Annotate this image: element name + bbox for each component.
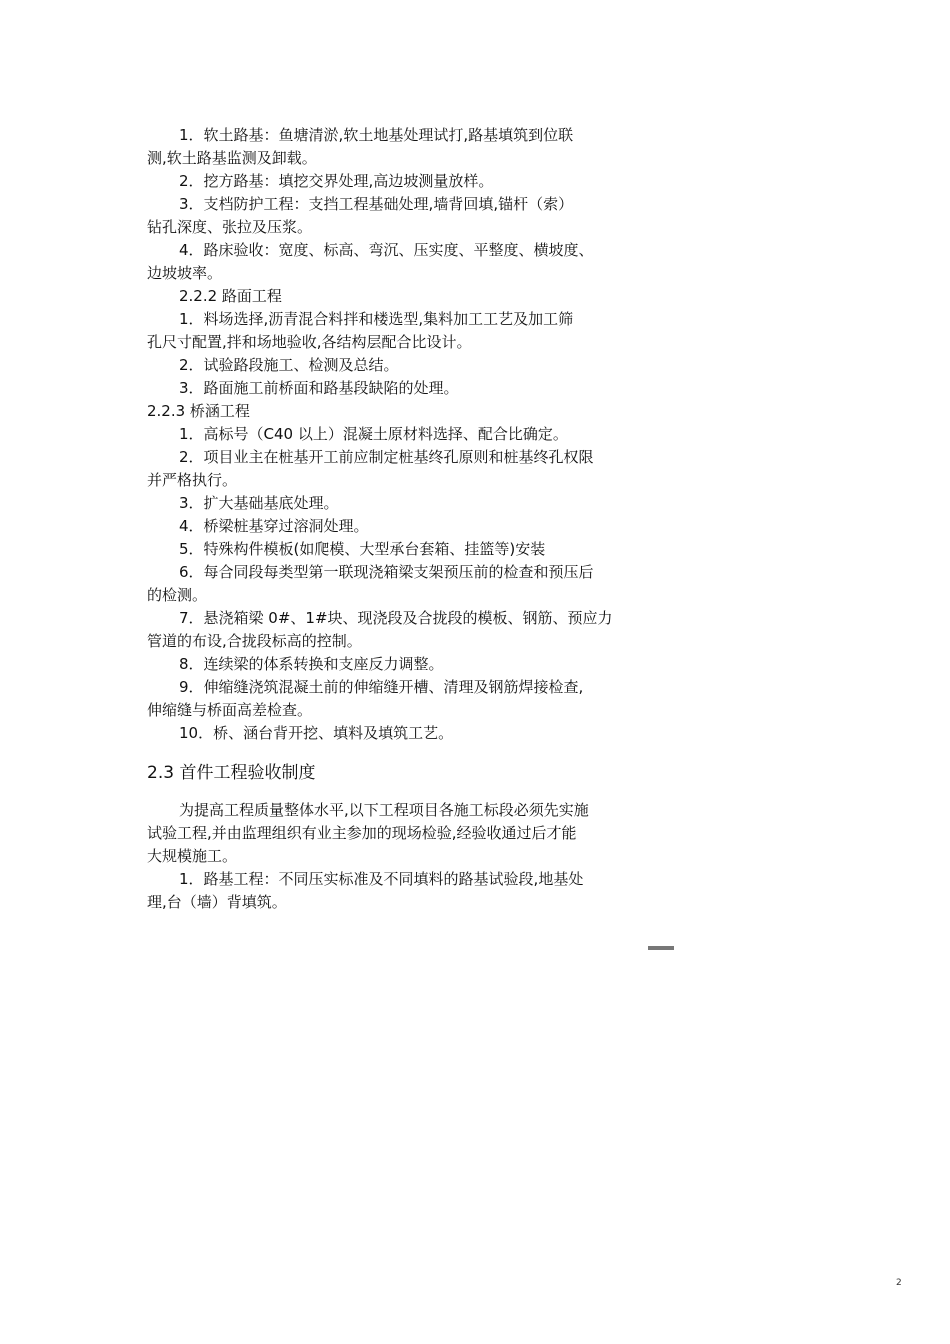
text-line: 试验工程,并由监理组织有业主参加的现场检验,经验收通过后才能 (147, 824, 577, 842)
text-line: 4．路床验收：宽度、标高、弯沉、压实度、平整度、横坡度、 (179, 241, 594, 259)
page-number: 2 (896, 1278, 902, 1288)
text-line: 2．项目业主在桩基开工前应制定桩基终孔原则和桩基终孔权限 (179, 448, 594, 466)
subsection-heading-bridge: 2.2.3 桥涵工程 (147, 402, 250, 420)
document-body (147, 124, 647, 914)
text-line: 8．连续梁的体系转换和支座反力调整。 (179, 655, 444, 673)
text-line: 2．挖方路基：填挖交界处理,高边坡测量放样。 (179, 172, 494, 190)
text-line: 1．软土路基：鱼塘清淤,软土地基处理试打,路基填筑到位联 (179, 126, 574, 144)
text-line: 为提高工程质量整体水平,以下工程项目各施工标段必须先实施 (179, 801, 589, 819)
text-line: 10．桥、涵台背开挖、填料及填筑工艺。 (179, 724, 454, 742)
text-line: 3．支档防护工程：支挡工程基础处理,墙背回填,锚杆（索） (179, 195, 574, 213)
text-line: 孔尺寸配置,拌和场地验收,各结构层配合比设计。 (147, 333, 472, 351)
text-line: 2．试验路段施工、检测及总结。 (179, 356, 399, 374)
text-line: 6．每合同段每类型第一联现浇箱梁支架预压前的检查和预压后 (179, 563, 594, 581)
text-line: 伸缩缝与桥面高差检查。 (147, 701, 313, 719)
text-line: 钻孔深度、张拉及压浆。 (147, 218, 313, 236)
text-line: 1．路基工程：不同压实标准及不同填料的路基试验段,地基处 (179, 870, 584, 888)
subsection-heading-pavement: 2.2.2 路面工程 (179, 287, 282, 305)
text-line: 并严格执行。 (147, 471, 238, 489)
text-line: 9．伸缩缝浇筑混凝土前的伸缩缝开槽、清理及钢筋焊接检查, (179, 678, 584, 696)
text-line: 3．路面施工前桥面和路基段缺陷的处理。 (179, 379, 459, 397)
text-line: 大规模施工。 (147, 847, 238, 865)
text-line: 1．料场选择,沥青混合料拌和楼选型,集料加工工艺及加工筛 (179, 310, 574, 328)
text-line: 边坡坡率。 (147, 264, 223, 282)
separator-mark (648, 946, 674, 950)
text-line: 测,软土路基监测及卸载。 (147, 149, 317, 167)
text-line: 4．桥梁桩基穿过溶洞处理。 (179, 517, 369, 535)
text-line: 的检测。 (147, 586, 208, 604)
section-heading: 2.3 首件工程验收制度 (147, 763, 316, 783)
text-line: 3．扩大基础基底处理。 (179, 494, 339, 512)
text-line: 5．特殊构件模板(如爬模、大型承台套箱、挂篮等)安装 (179, 540, 546, 558)
text-line: 理,台（墙）背填筑。 (147, 893, 287, 911)
text-line: 7．悬浇箱梁 0#、1#块、现浇段及合拢段的模板、钢筋、预应力 (179, 609, 613, 627)
text-line: 管道的布设,合拢段标高的控制。 (147, 632, 362, 650)
text-line: 1．高标号（C40 以上）混凝土原材料选择、配合比确定。 (179, 425, 568, 443)
